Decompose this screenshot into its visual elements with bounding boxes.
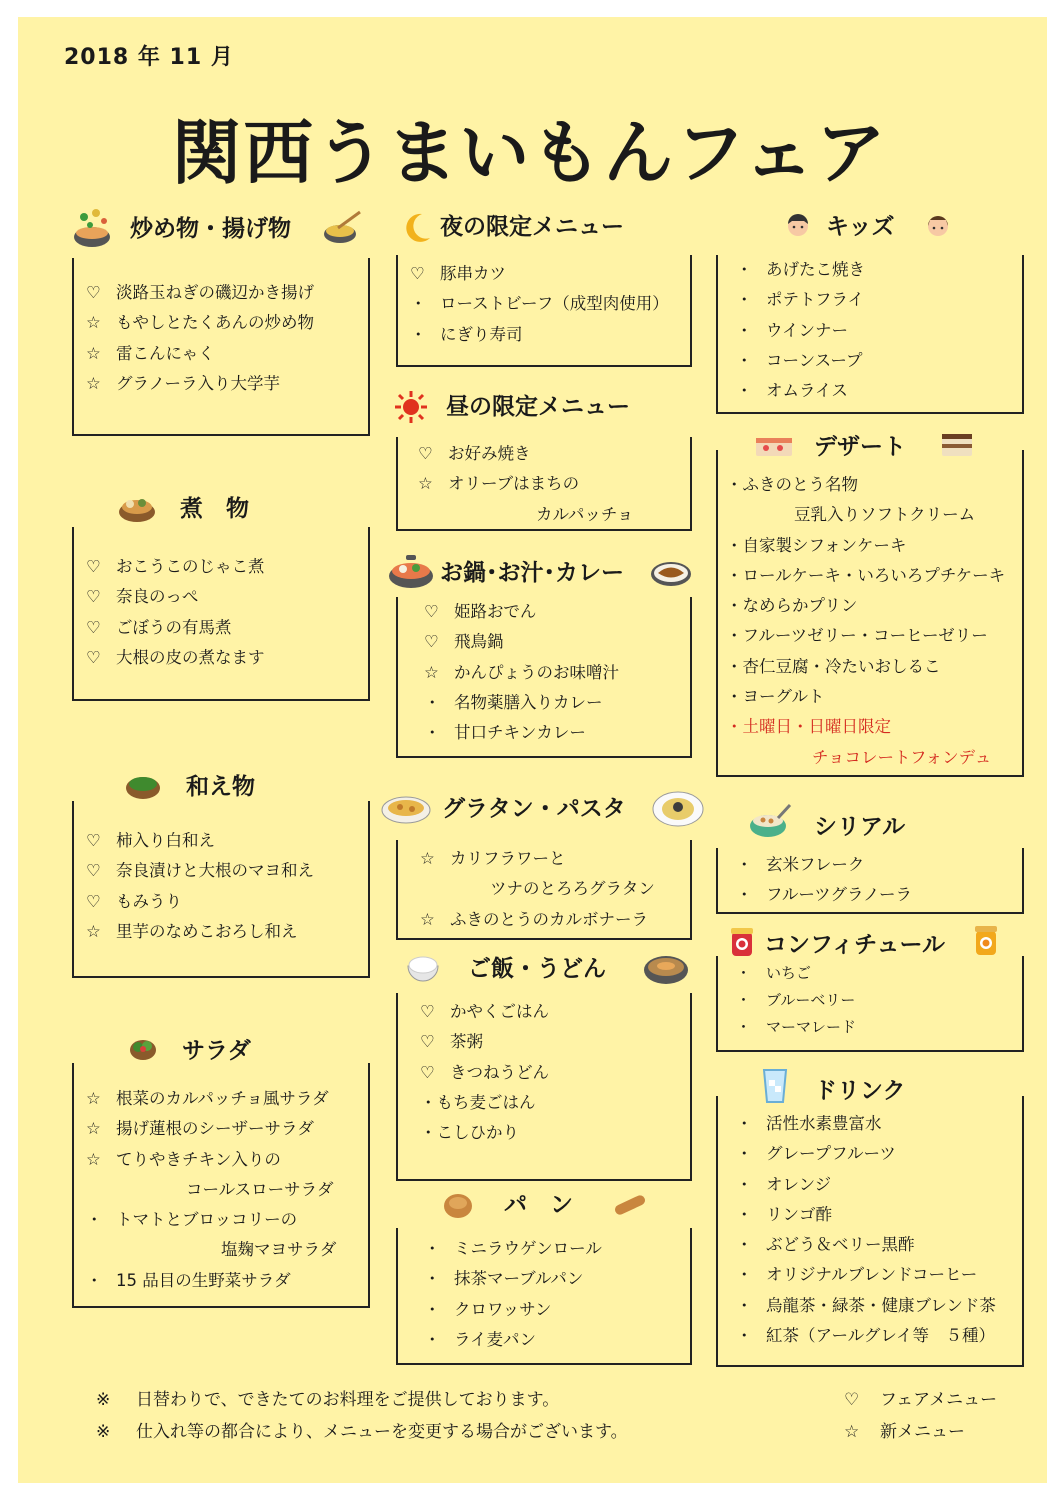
dessert-heading: デザート [814,434,906,460]
list-item: 豆乳入りソフトクリーム [794,505,976,525]
list-item: ・ 玄米フレーク [736,855,865,874]
pasta-icon [652,790,704,828]
list-item: ♡ 柿入り白和え [86,831,215,850]
list-item: ・ 名物薬膳入りカレー [424,692,603,712]
kids-list [736,255,865,406]
list-item: ・なめらかプリン [726,596,858,616]
gratin-heading: グラタン・パスタ [442,796,626,822]
bread-icon [442,1190,474,1220]
night-box [396,255,692,367]
list-item: ・ ウインナー [736,320,849,340]
list-item: ☆ ふきのとうのカルボナーラ [420,909,648,929]
rice-heading: ご飯・うどん [468,956,606,982]
list-item: ☆ 雷こんにゃく [86,343,215,363]
list-item: ・ コーンスープ [736,350,863,370]
list-item: ☆ グラノーラ入り大学芋 [86,373,281,393]
list-item: ・ 烏龍茶・緑茶・健康ブレンド茶 [736,1295,996,1315]
crescent-moon-icon [402,212,432,244]
list-item: ・ 活性水素豊富水 [736,1114,882,1133]
list-item: ☆ もやしとたくあんの炒め物 [86,313,314,333]
list-item: ・ トマトとブロッコリーの [86,1210,298,1230]
gratin-list [420,844,655,935]
nabe-heading: お鍋･お汁･カレー [440,560,624,586]
greens-bowl-icon [124,768,162,802]
confiture-list [736,960,856,1041]
aemono-heading: 和え物 [186,774,255,800]
pan-list [424,1234,602,1355]
list-item: ・ にぎり寿司 [410,324,523,344]
drink-heading: ドリンク [814,1078,906,1104]
legend-item: ☆ 新メニュー [844,1422,965,1442]
legend-item: ♡ フェアメニュー [844,1390,998,1410]
list-item: ・杏仁豆腐・冷たいおしるこ [726,656,941,676]
limited-item: ・土曜日・日曜日限定 [726,717,891,737]
rice-list [420,997,549,1148]
list-item: ♡ おこうこのじゃこ煮 [86,557,265,576]
stirfry-icon [70,205,116,251]
dessert-list [726,470,1005,773]
pan-heading: パ ン [504,1192,573,1218]
list-item: ・ 抹茶マーブルパン [424,1269,584,1289]
sun-icon [394,390,428,424]
list-item: ・ 15 品目の生野菜サラダ [86,1270,291,1290]
lunch-heading: 昼の限定メニュー [446,394,630,420]
list-item: ♡ 飛鳥鍋 [424,632,504,652]
lunch-box [396,437,692,531]
baguette-icon [612,1190,648,1220]
nimono-box [72,527,370,701]
list-item: ・ いちご [736,964,812,982]
date-label: 2018 年 11 月 [64,45,234,70]
footer-note: ※ 仕入れ等の都合により、メニューを変更する場合がございます。 [96,1422,628,1442]
cereal-list [736,850,912,911]
list-item: ♡ 奈良のっぺ [86,587,199,607]
simmered-dish-icon [118,490,156,524]
lunch-list [418,439,633,530]
list-item: ☆ 揚げ蓮根のシーザーサラダ [86,1119,314,1139]
rice-box [396,993,692,1181]
dessert-box [716,450,1024,777]
curry-icon [650,558,692,588]
list-item: ♡ 姫路おでん [424,602,537,621]
aemono-box [72,801,370,978]
list-item: ♡ ごぼうの有馬煮 [86,617,232,637]
list-item: ☆ 里芋のなめこおろし和え [86,921,298,941]
list-item: ♡ きつねうどん [420,1062,549,1082]
list-item: 塩麹マヨサラダ [221,1240,337,1260]
list-item: ☆ かんぴょうのお味噌汁 [424,662,619,682]
divider [716,912,1022,914]
list-item: ♡ 茶粥 [420,1032,483,1052]
list-item: ☆ カリフラワーと [420,849,566,868]
boy-face-icon [786,212,810,238]
list-item: ・こしひかり [420,1123,519,1143]
night-list [410,259,669,350]
list-item: ・ ポテトフライ [736,290,865,310]
list-item: ・ ローストビーフ（成型肉使用） [410,294,669,314]
cereal-box [716,848,1024,914]
list-item: ♡ お好み焼き [418,444,531,463]
confiture-heading: コンフィチュール [764,932,946,958]
list-item: ・ あげたこ焼き [736,260,865,279]
list-item: ・自家製シフォンケーキ [726,535,907,555]
list-item: ☆ オリーブはまちの [418,474,580,494]
rice-bowl-icon [404,950,442,984]
salad-icon [128,1036,158,1062]
marmalade-jar-icon [972,924,1000,958]
list-item: ・ マーマレード [736,1018,857,1036]
strawberry-jam-icon [728,926,756,958]
confiture-box [716,956,1024,1052]
drink-box [716,1096,1024,1367]
list-item: ・ クロワッサン [424,1299,552,1319]
list-item: カルパッチョ [536,504,634,524]
tempura-icon [322,210,362,246]
night-heading: 夜の限定メニュー [440,214,624,240]
list-item: ・ オムライス [736,381,848,401]
salad-box [72,1063,370,1308]
list-item: ・フルーツゼリー・コーヒーゼリー [726,626,988,646]
list-item: ・ふきのとう名物 [726,475,858,494]
list-item: ♡ 奈良漬けと大根のマヨ和え [86,861,314,881]
list-item: ・ オリジナルブレンドコーヒー [736,1265,978,1285]
legend [844,1384,997,1448]
list-item: ・ グレープフルーツ [736,1144,896,1164]
list-item: ・ ライ麦パン [424,1329,537,1349]
cereal-bowl-icon [748,802,794,840]
cereal-heading: シリアル [814,814,906,840]
footer-note: ※ 日替わりで、できたてのお料理をご提供しております。 [96,1390,560,1410]
list-item: ♡ 大根の皮の煮なます [86,647,265,667]
list-item: ☆ 根菜のカルパッチョ風サラダ [86,1089,329,1108]
fried-box [72,258,370,436]
list-item: ・ ブルーベリー [736,991,856,1009]
list-item: ツナのとろろグラタン [490,879,655,899]
nimono-heading: 煮 物 [180,496,249,522]
fried-heading: 炒め物・揚げ物 [130,216,291,242]
udon-icon [642,950,690,986]
pan-box [396,1228,692,1365]
gratin-icon [380,790,432,826]
list-item: ・ロールケーキ・いろいろプチケーキ [726,565,1006,585]
nabe-list [424,597,619,748]
list-item: ・もち麦ごはん [420,1092,536,1112]
list-item: ・ ぶどう＆ベリー黒酢 [736,1235,915,1255]
fried-list [86,278,314,399]
list-item: ・ 甘口チキンカレー [424,723,586,743]
gratin-box [396,840,692,940]
footer-notes [96,1384,628,1448]
list-item: ・ 紅茶（アールグレイ等 ５種） [736,1326,996,1346]
aemono-list [86,826,314,947]
salad-heading: サラダ [182,1038,251,1064]
salad-list [86,1084,336,1296]
nabe-box [396,597,692,758]
list-item: ♡ 豚串カツ [410,264,506,283]
list-item: ・ リンゴ酢 [736,1204,832,1224]
list-item: ♡ 淡路玉ねぎの磯辺かき揚げ [86,283,314,302]
girl-face-icon [926,212,950,238]
hotpot-icon [386,552,436,590]
kids-heading: キッズ [826,214,895,240]
list-item: ♡ かやくごはん [420,1002,549,1021]
drink-list [736,1109,996,1351]
kids-box [716,255,1024,414]
list-item: コールスローサラダ [186,1179,334,1199]
list-item: ・ フルーツグラノーラ [736,885,913,905]
list-item: ・ オレンジ [736,1174,832,1194]
list-item: ♡ もみうり [86,891,182,911]
nimono-list [86,552,265,673]
poster-title: 関西うまいもんフェア [171,112,888,194]
list-item: ・ヨーグルト [726,687,825,707]
list-item: ☆ てりやきチキン入りの [86,1149,281,1169]
list-item: ・ ミニラウゲンロール [424,1239,602,1258]
limited-item: チョコレートフォンデュ [812,747,992,767]
